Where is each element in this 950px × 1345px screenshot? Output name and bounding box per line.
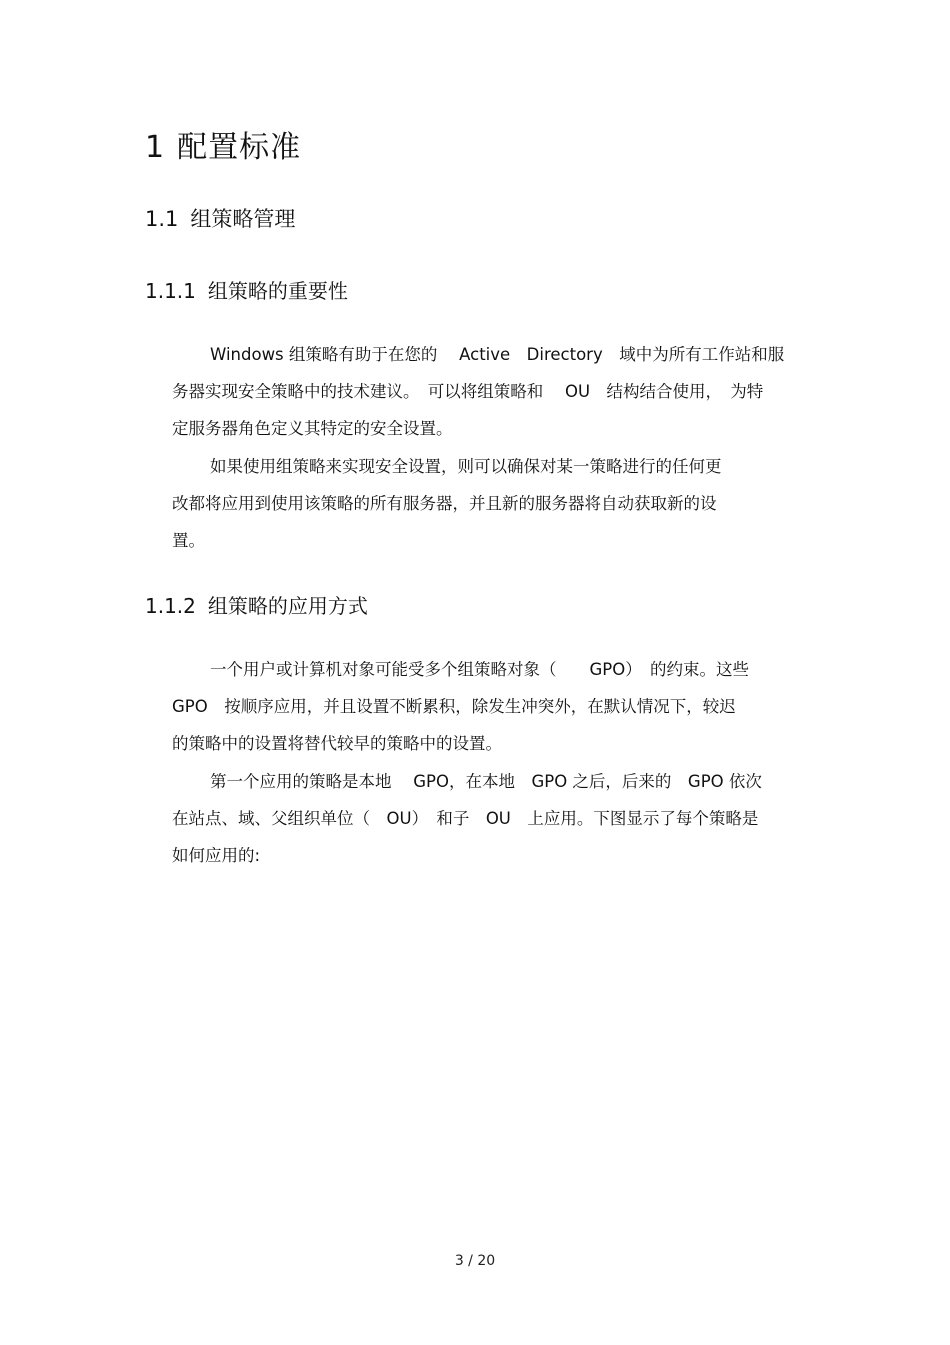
heading-2-number: 1.1 bbox=[145, 207, 179, 231]
paragraph-line: 改都将应用到使用该策略的所有服务器，并且新的服务器将自动获取新的设 bbox=[172, 494, 717, 513]
paragraph-importance-1 bbox=[172, 336, 812, 447]
heading-2-title: 组策略管理 bbox=[190, 207, 296, 231]
heading-3-number: 1.1.2 bbox=[145, 594, 196, 618]
paragraph-line: 一个用户或计算机对象可能受多个组策略对象（ GPO） 的约束。这些 bbox=[210, 660, 749, 679]
heading-2 bbox=[145, 203, 295, 235]
heading-3-application bbox=[145, 591, 368, 621]
paragraph-line: 第一个应用的策略是本地 GPO，在本地 GPO 之后，后来的 GPO 依次 bbox=[210, 772, 762, 791]
paragraph-line: 务器实现安全策略中的技术建议。 可以将组策略和 OU 结构结合使用， 为特 bbox=[172, 382, 764, 401]
heading-1-title: 配置标准 bbox=[177, 130, 302, 165]
heading-3-title: 组策略的应用方式 bbox=[207, 594, 368, 618]
heading-3-importance bbox=[145, 276, 348, 306]
heading-3-title: 组策略的重要性 bbox=[207, 279, 348, 303]
paragraph-line: 在站点、域、父组织单位（ OU） 和子 OU 上应用。下图显示了每个策略是 bbox=[172, 809, 759, 828]
page-number: 3 / 20 bbox=[454, 1253, 496, 1269]
paragraph-line: Windows 组策略有助于在您的 Active Directory 域中为所有工作站和服 bbox=[210, 345, 785, 364]
paragraph-line: GPO 按顺序应用，并且设置不断累积，除发生冲突外，在默认情况下，较迟 bbox=[172, 697, 736, 716]
paragraph-line: 如果使用组策略来实现安全设置，则可以确保对某一策略进行的任何更 bbox=[210, 457, 722, 476]
paragraph-line: 如何应用的: bbox=[172, 846, 261, 865]
heading-1 bbox=[145, 126, 301, 170]
heading-3-number: 1.1.1 bbox=[145, 279, 196, 303]
paragraph-importance-2 bbox=[172, 448, 812, 559]
paragraph-line: 定服务器角色定义其特定的安全设置。 bbox=[172, 419, 453, 438]
paragraph-application-2 bbox=[172, 763, 812, 874]
paragraph-application-1 bbox=[172, 651, 812, 762]
paragraph-line: 的策略中的设置将替代较早的策略中的设置。 bbox=[172, 734, 502, 753]
heading-1-number: 1 bbox=[145, 130, 166, 165]
paragraph-line: 置。 bbox=[172, 531, 205, 550]
